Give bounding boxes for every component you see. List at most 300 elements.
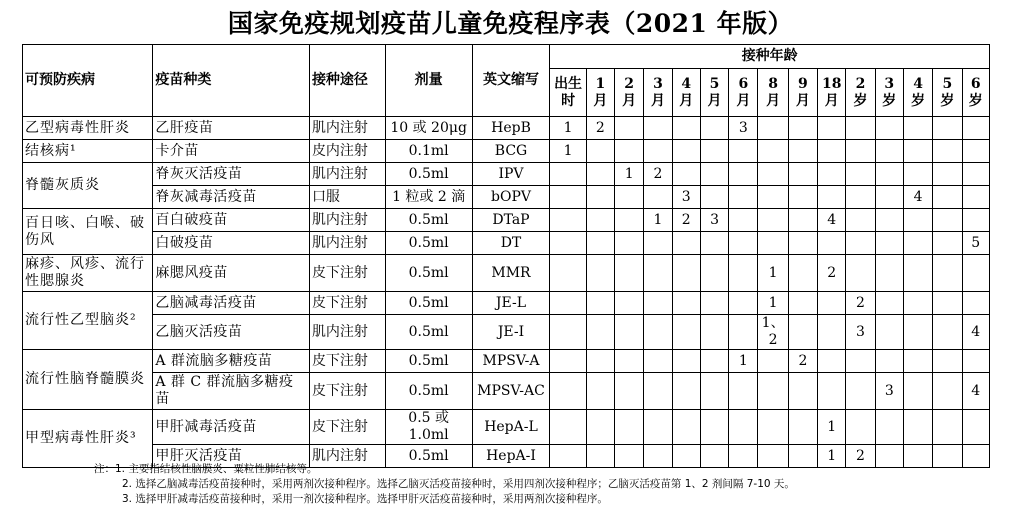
dose-number-cell xyxy=(550,232,586,255)
age-unit: 月 xyxy=(679,92,694,109)
disease-cell: 百日咳、白喉、破伤风 xyxy=(23,209,153,255)
dose-number-cell xyxy=(903,445,932,468)
dose-number-cell xyxy=(962,163,989,186)
age-header-2 xyxy=(615,69,644,117)
dose-number-cell xyxy=(758,117,788,140)
abbr-cell: MMR xyxy=(472,255,550,292)
dose-number-cell xyxy=(550,209,586,232)
dose-number-cell xyxy=(875,209,903,232)
dose-number-cell xyxy=(846,232,875,255)
dose-number-cell xyxy=(788,209,817,232)
route-cell: 肌内注射 xyxy=(309,117,385,140)
age-unit: 月 xyxy=(593,92,608,109)
age-header-9 xyxy=(818,69,846,117)
dose-number-cell xyxy=(875,186,903,209)
dose-number-cell xyxy=(933,373,962,410)
header-vaccine: 疫苗种类 xyxy=(153,45,310,117)
age-unit: 月 xyxy=(650,92,665,109)
dose-number-cell xyxy=(615,140,644,163)
dose-number-cell: 1 xyxy=(758,292,788,315)
dose-number-cell xyxy=(846,163,875,186)
dose-number-cell xyxy=(846,410,875,445)
dose-number-cell xyxy=(550,350,586,373)
dose-number-cell xyxy=(875,255,903,292)
dose-number-cell xyxy=(700,373,728,410)
route-cell: 皮下注射 xyxy=(309,373,385,410)
age-unit: 月 xyxy=(622,92,637,109)
dose-number-cell xyxy=(846,186,875,209)
dose-number-cell xyxy=(933,292,962,315)
dose-number-cell xyxy=(788,373,817,410)
dose-number-cell: 3 xyxy=(672,186,700,209)
dose-number-cell xyxy=(818,186,846,209)
dose-number-cell xyxy=(818,117,846,140)
dose-number-cell xyxy=(903,232,932,255)
dose-number-cell xyxy=(758,410,788,445)
dose-number-cell xyxy=(903,315,932,350)
abbr-cell: HepA-L xyxy=(472,410,550,445)
age-header-10 xyxy=(846,69,875,117)
dose-number-cell xyxy=(933,209,962,232)
age-unit: 岁 xyxy=(968,92,983,109)
dose-number-cell xyxy=(615,315,644,350)
dose-number-cell xyxy=(758,140,788,163)
table-row xyxy=(23,350,990,373)
table-row xyxy=(23,410,990,445)
dose-cell: 0.5ml xyxy=(385,315,472,350)
dose-cell: 0.5ml xyxy=(385,350,472,373)
age-value: 4 xyxy=(681,75,692,92)
dose-number-cell xyxy=(788,163,817,186)
dose-number-cell xyxy=(700,186,728,209)
age-unit: 月 xyxy=(795,92,810,109)
dose-number-cell xyxy=(586,350,614,373)
dose-number-cell xyxy=(846,140,875,163)
dose-number-cell xyxy=(903,255,932,292)
age-value: 2 xyxy=(624,75,635,92)
footnote-2: 2. 选择乙脑减毒活疫苗接种时，采用两剂次接种程序。选择乙脑灭活疫苗接种时，采用四剂次接种程序；乙脑灭活疫苗第 1、2 剂间隔 7-10 天。 xyxy=(122,478,795,490)
dose-number-cell: 2 xyxy=(818,255,846,292)
dose-number-cell xyxy=(903,140,932,163)
dose-number-cell xyxy=(933,410,962,445)
dose-number-cell xyxy=(672,350,700,373)
disease-cell: 麻疹、风疹、流行性腮腺炎 xyxy=(23,255,153,292)
dose-number-cell xyxy=(586,140,614,163)
dose-number-cell xyxy=(615,373,644,410)
dose-number-cell xyxy=(672,315,700,350)
dose-number-cell: 3 xyxy=(700,209,728,232)
age-unit: 岁 xyxy=(911,92,926,109)
vaccine-cell: 麻腮风疫苗 xyxy=(153,255,310,292)
dose-number-cell xyxy=(788,255,817,292)
abbr-cell: IPV xyxy=(472,163,550,186)
dose-number-cell xyxy=(729,140,758,163)
dose-number-cell xyxy=(729,186,758,209)
dose-number-cell xyxy=(672,117,700,140)
vaccine-cell: A 群流脑多糖疫苗 xyxy=(153,350,310,373)
age-value: 2 xyxy=(855,75,866,92)
route-cell: 皮下注射 xyxy=(309,350,385,373)
dose-number-cell xyxy=(700,140,728,163)
dose-number-cell xyxy=(644,140,672,163)
dose-number-cell: 1 xyxy=(818,445,846,468)
dose-number-cell xyxy=(818,163,846,186)
vaccine-cell: 白破疫苗 xyxy=(153,232,310,255)
age-value: 8 xyxy=(768,75,778,92)
dose-number-cell xyxy=(788,410,817,445)
age-header-3 xyxy=(644,69,672,117)
dose-number-cell xyxy=(846,255,875,292)
dose-number-cell xyxy=(933,186,962,209)
dose-number-cell: 3 xyxy=(729,117,758,140)
dose-number-cell xyxy=(758,373,788,410)
dose-number-cell xyxy=(586,163,614,186)
disease-cell: 乙型病毒性肝炎 xyxy=(23,117,153,140)
dose-number-cell xyxy=(875,292,903,315)
disease-cell: 结核病¹ xyxy=(23,140,153,163)
dose-number-cell xyxy=(586,373,614,410)
table-row xyxy=(23,292,990,315)
dose-number-cell xyxy=(903,350,932,373)
age-header-14 xyxy=(962,69,989,117)
abbr-cell: JE-I xyxy=(472,315,550,350)
dose-number-cell xyxy=(615,232,644,255)
dose-number-cell xyxy=(672,255,700,292)
dose-number-cell xyxy=(615,117,644,140)
route-cell: 皮下注射 xyxy=(309,292,385,315)
dose-number-cell xyxy=(729,315,758,350)
dose-number-cell xyxy=(875,350,903,373)
dose-number-cell xyxy=(729,410,758,445)
dose-cell: 0.5ml xyxy=(385,209,472,232)
dose-number-cell xyxy=(615,292,644,315)
age-value: 5 xyxy=(942,75,953,92)
table-row xyxy=(23,232,990,255)
footnotes xyxy=(94,462,795,507)
vaccine-cell: 卡介苗 xyxy=(153,140,310,163)
dose-number-cell: 2 xyxy=(788,350,817,373)
dose-number-cell xyxy=(933,315,962,350)
table-row xyxy=(23,255,990,292)
dose-number-cell xyxy=(700,292,728,315)
age-unit: 时 xyxy=(561,92,576,109)
dose-number-cell: 1 xyxy=(644,209,672,232)
dose-number-cell xyxy=(615,350,644,373)
age-unit: 月 xyxy=(766,92,781,109)
age-header-5 xyxy=(700,69,728,117)
dose-number-cell xyxy=(672,163,700,186)
dose-cell: 1 粒或 2 滴 xyxy=(385,186,472,209)
dose-number-cell: 4 xyxy=(962,373,989,410)
dose-number-cell xyxy=(818,232,846,255)
route-cell: 皮内注射 xyxy=(309,140,385,163)
vaccine-cell: 百白破疫苗 xyxy=(153,209,310,232)
dose-number-cell xyxy=(788,186,817,209)
vaccine-cell: 乙肝疫苗 xyxy=(153,117,310,140)
dose-number-cell xyxy=(700,232,728,255)
abbr-cell: HepA-I xyxy=(472,445,550,468)
vaccine-cell: A 群 C 群流脑多糖疫苗 xyxy=(153,373,310,410)
dose-number-cell xyxy=(933,445,962,468)
dose-cell: 0.5ml xyxy=(385,232,472,255)
dose-number-cell xyxy=(846,373,875,410)
dose-number-cell: 1 xyxy=(550,140,586,163)
dose-number-cell xyxy=(875,163,903,186)
route-cell: 肌内注射 xyxy=(309,315,385,350)
age-value: 1 xyxy=(595,75,606,92)
table-row xyxy=(23,140,990,163)
dose-number-cell: 2 xyxy=(846,445,875,468)
dose-number-cell: 2 xyxy=(672,209,700,232)
dose-number-cell xyxy=(586,315,614,350)
dose-number-cell xyxy=(933,232,962,255)
dose-number-cell xyxy=(903,163,932,186)
dose-number-cell: 1 xyxy=(729,350,758,373)
age-header-0 xyxy=(550,69,586,117)
dose-number-cell xyxy=(615,410,644,445)
table-row xyxy=(23,373,990,410)
dose-number-cell xyxy=(962,209,989,232)
age-value: 3 xyxy=(884,75,895,92)
route-cell: 口服 xyxy=(309,186,385,209)
dose-number-cell xyxy=(788,140,817,163)
dose-number-cell xyxy=(933,140,962,163)
dose-number-cell xyxy=(550,292,586,315)
dose-number-cell xyxy=(644,232,672,255)
disease-cell: 流行性脑脊髓膜炎 xyxy=(23,350,153,410)
dose-number-cell xyxy=(788,315,817,350)
dose-number-cell xyxy=(644,292,672,315)
dose-number-cell xyxy=(818,350,846,373)
dose-number-cell xyxy=(550,315,586,350)
dose-number-cell xyxy=(962,140,989,163)
age-unit: 岁 xyxy=(940,92,955,109)
table-row xyxy=(23,117,990,140)
dose-number-cell xyxy=(903,117,932,140)
dose-cell: 0.5ml xyxy=(385,445,472,468)
route-cell: 皮下注射 xyxy=(309,410,385,445)
dose-number-cell xyxy=(875,140,903,163)
dose-number-cell xyxy=(903,410,932,445)
dose-number-cell xyxy=(962,292,989,315)
route-cell: 肌内注射 xyxy=(309,445,385,468)
dose-number-cell xyxy=(550,255,586,292)
page-title: 国家免疫规划疫苗儿童免疫程序表（2021 年版） xyxy=(227,9,794,38)
vaccine-cell: 甲肝灭活疫苗 xyxy=(153,445,310,468)
age-header-12 xyxy=(903,69,932,117)
dose-number-cell xyxy=(644,315,672,350)
dose-number-cell xyxy=(644,373,672,410)
dose-number-cell xyxy=(788,117,817,140)
dose-number-cell: 5 xyxy=(962,232,989,255)
dose-number-cell: 2 xyxy=(846,292,875,315)
dose-number-cell: 1 xyxy=(550,117,586,140)
dose-number-cell xyxy=(875,410,903,445)
age-value: 5 xyxy=(709,75,720,92)
dose-number-cell xyxy=(933,163,962,186)
dose-number-cell xyxy=(962,410,989,445)
dose-number-cell: 4 xyxy=(818,209,846,232)
age-value: 6 xyxy=(970,75,981,92)
route-cell: 皮下注射 xyxy=(309,255,385,292)
dose-number-cell xyxy=(586,232,614,255)
dose-number-cell xyxy=(875,117,903,140)
dose-number-cell xyxy=(729,163,758,186)
dose-number-cell xyxy=(700,410,728,445)
age-value: 9 xyxy=(798,75,808,92)
dose-number-cell xyxy=(700,255,728,292)
dose-number-cell xyxy=(875,315,903,350)
dose-number-cell xyxy=(644,117,672,140)
disease-cell: 脊髓灰质炎 xyxy=(23,163,153,209)
vaccine-cell: 甲肝减毒活疫苗 xyxy=(153,410,310,445)
abbr-cell: HepB xyxy=(472,117,550,140)
immunization-schedule-table xyxy=(22,44,990,468)
dose-number-cell xyxy=(846,209,875,232)
abbr-cell: DT xyxy=(472,232,550,255)
dose-number-cell: 1 xyxy=(758,255,788,292)
header-abbr: 英文缩写 xyxy=(472,45,550,117)
dose-number-cell xyxy=(758,209,788,232)
age-unit: 岁 xyxy=(853,92,868,109)
dose-number-cell xyxy=(615,209,644,232)
dose-cell: 0.5 或 1.0ml xyxy=(385,410,472,445)
dose-number-cell xyxy=(700,117,728,140)
dose-cell: 0.5ml xyxy=(385,163,472,186)
disease-cell: 流行性乙型脑炎² xyxy=(23,292,153,350)
dose-number-cell xyxy=(903,373,932,410)
dose-number-cell: 4 xyxy=(903,186,932,209)
age-header-6 xyxy=(729,69,758,117)
dose-number-cell xyxy=(788,292,817,315)
dose-number-cell xyxy=(586,255,614,292)
dose-number-cell xyxy=(962,350,989,373)
age-header-13 xyxy=(933,69,962,117)
dose-number-cell xyxy=(644,186,672,209)
age-unit: 月 xyxy=(736,92,751,109)
dose-number-cell xyxy=(758,186,788,209)
dose-number-cell xyxy=(903,292,932,315)
age-header-11 xyxy=(875,69,903,117)
header-dose: 剂量 xyxy=(385,45,472,117)
vaccine-cell: 脊灰灭活疫苗 xyxy=(153,163,310,186)
dose-number-cell xyxy=(586,410,614,445)
dose-number-cell xyxy=(875,445,903,468)
vaccine-cell: 脊灰减毒活疫苗 xyxy=(153,186,310,209)
table-row xyxy=(23,315,990,350)
dose-number-cell xyxy=(615,255,644,292)
route-cell: 肌内注射 xyxy=(309,163,385,186)
dose-number-cell xyxy=(644,350,672,373)
dose-cell: 0.5ml xyxy=(385,255,472,292)
route-cell: 肌内注射 xyxy=(309,232,385,255)
age-unit: 岁 xyxy=(882,92,897,109)
dose-cell: 10 或 20μg xyxy=(385,117,472,140)
age-value: 出生 xyxy=(554,75,583,92)
dose-number-cell: 1 xyxy=(615,163,644,186)
dose-number-cell: 1、2 xyxy=(758,315,788,350)
header-disease: 可预防疾病 xyxy=(23,45,153,117)
dose-number-cell xyxy=(933,350,962,373)
dose-number-cell xyxy=(729,373,758,410)
dose-number-cell xyxy=(933,117,962,140)
dose-number-cell xyxy=(875,232,903,255)
dose-number-cell xyxy=(700,350,728,373)
age-header-7 xyxy=(758,69,788,117)
age-value: 4 xyxy=(913,75,923,92)
dose-number-cell xyxy=(550,410,586,445)
vaccine-cell: 乙脑减毒活疫苗 xyxy=(153,292,310,315)
header-route: 接种途径 xyxy=(309,45,385,117)
age-value: 18 xyxy=(821,75,842,92)
dose-number-cell xyxy=(672,232,700,255)
dose-number-cell xyxy=(903,209,932,232)
route-cell: 肌内注射 xyxy=(309,209,385,232)
abbr-cell: BCG xyxy=(472,140,550,163)
disease-cell: 甲型病毒性肝炎³ xyxy=(23,410,153,468)
table-row xyxy=(23,186,990,209)
dose-number-cell xyxy=(550,186,586,209)
footnote-1: 注：1. 主要指结核性脑膜炎、粟粒性肺结核等。 xyxy=(94,463,318,475)
dose-number-cell xyxy=(846,117,875,140)
dose-number-cell xyxy=(729,292,758,315)
dose-number-cell xyxy=(846,350,875,373)
dose-number-cell xyxy=(962,255,989,292)
dose-number-cell xyxy=(818,140,846,163)
dose-number-cell xyxy=(700,163,728,186)
vaccine-cell: 乙脑灭活疫苗 xyxy=(153,315,310,350)
dose-number-cell xyxy=(586,186,614,209)
dose-number-cell xyxy=(644,410,672,445)
footnote-3: 3. 选择甲肝减毒活疫苗接种时，采用一剂次接种程序。选择甲肝灭活疫苗接种时，采用两剂次接种程序。 xyxy=(122,493,608,505)
dose-number-cell xyxy=(729,209,758,232)
abbr-cell: JE-L xyxy=(472,292,550,315)
age-value: 6 xyxy=(738,75,749,92)
dose-number-cell xyxy=(729,255,758,292)
dose-number-cell xyxy=(550,373,586,410)
dose-number-cell xyxy=(818,373,846,410)
dose-number-cell xyxy=(758,163,788,186)
dose-number-cell xyxy=(700,315,728,350)
table-row xyxy=(23,209,990,232)
dose-number-cell: 4 xyxy=(962,315,989,350)
abbr-cell: bOPV xyxy=(472,186,550,209)
dose-number-cell xyxy=(962,117,989,140)
dose-number-cell xyxy=(962,445,989,468)
dose-number-cell xyxy=(550,163,586,186)
age-header-4 xyxy=(672,69,700,117)
age-value: 3 xyxy=(653,75,663,92)
abbr-cell: MPSV-A xyxy=(472,350,550,373)
dose-number-cell xyxy=(962,186,989,209)
dose-cell: 0.1ml xyxy=(385,140,472,163)
dose-number-cell xyxy=(729,232,758,255)
dose-number-cell xyxy=(818,315,846,350)
age-header-1 xyxy=(586,69,614,117)
dose-number-cell xyxy=(933,255,962,292)
dose-number-cell xyxy=(672,373,700,410)
dose-number-cell: 3 xyxy=(875,373,903,410)
dose-number-cell xyxy=(672,140,700,163)
dose-number-cell: 2 xyxy=(586,117,614,140)
dose-number-cell xyxy=(615,186,644,209)
dose-number-cell xyxy=(672,410,700,445)
header-age-group: 接种年龄 xyxy=(550,45,990,69)
table-row xyxy=(23,163,990,186)
dose-cell: 0.5ml xyxy=(385,292,472,315)
dose-number-cell xyxy=(758,350,788,373)
dose-number-cell: 1 xyxy=(818,410,846,445)
